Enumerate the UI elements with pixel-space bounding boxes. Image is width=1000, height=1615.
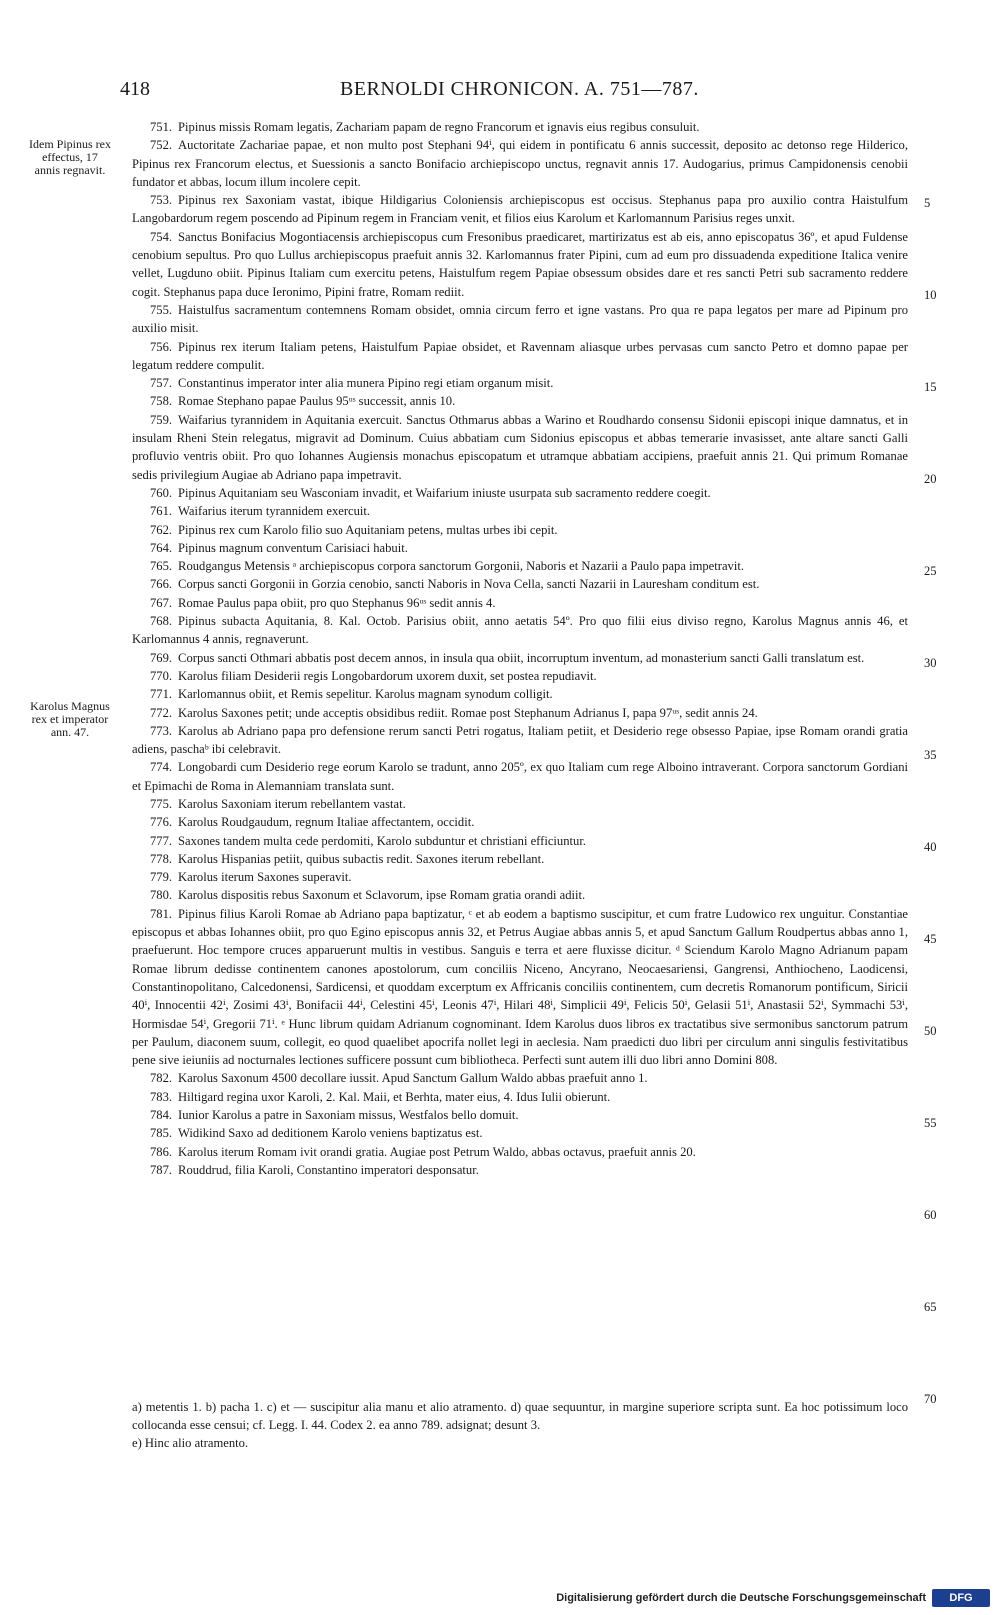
line-number: 25	[924, 564, 937, 578]
entry-text: Karolus ab Adriano papa pro defensione rerum sancti Petri rogatus, Italiam petiit, et Desiderio rege obsesso Papiae, ipse Romam orandi gratia adiens, paschaᵇ ibi celebravit.	[132, 723, 908, 757]
chronicle-entry	[132, 667, 908, 685]
chronicle-entry	[132, 813, 908, 831]
chronicle-entry	[132, 557, 908, 575]
line-number: 70	[924, 1392, 937, 1406]
entry-text: Hiltigard regina uxor Karoli, 2. Kal. Maii, et Berhta, mater eius, 4. Idus Iulii obierunt.	[178, 1089, 611, 1104]
entry-text: Corpus sancti Othmari abbatis post decem annos, in insula qua obiit, incorruptum inventum, ad monasterium sancti Galli translatum est.	[178, 650, 865, 665]
line-number: 35	[924, 748, 937, 762]
entry-text: Corpus sancti Gorgonii in Gorzia cenobio, sancti Naboris in Nova Cella, sancti Nazarii in Lauresham conditum est.	[178, 577, 760, 592]
chronicle-entry	[132, 1088, 908, 1106]
entry-year: 780.	[150, 888, 173, 903]
sidenote-karolus: Karolus Magnus rex et imperator ann. 47.	[30, 699, 110, 739]
entry-text: Romae Paulus papa obiit, pro quo Stephanus 96ᵘˢ sedit annis 4.	[178, 595, 496, 610]
footnotes	[132, 1398, 908, 1452]
line-number: 15	[924, 380, 937, 394]
chronicle-entry	[132, 191, 908, 228]
entry-year: 766.	[150, 577, 173, 592]
entry-year: 764.	[150, 540, 173, 555]
entry-text: Pipinus rex iterum Italiam petens, Haistulfum Papiae obsidet, et Ravennam aliasque urbes pervasas cum sancto Petro et domno papae per legatum reddere compulit.	[132, 339, 908, 372]
chronicle-entry	[132, 722, 908, 759]
chronicle-entry	[132, 338, 908, 375]
chronicle-entry	[132, 136, 908, 191]
chronicle-entry	[132, 484, 908, 502]
entry-year: 781.	[150, 906, 173, 921]
line-number: 50	[924, 1024, 937, 1038]
entry-text: Iunior Karolus a patre in Saxoniam missus, Westfalos bello domuit.	[178, 1108, 519, 1123]
entry-text: Karolus Saxoniam iterum rebellantem vastat.	[178, 796, 406, 811]
entry-text: Widikind Saxo ad deditionem Karolo veniens baptizatus est.	[178, 1126, 483, 1141]
entry-text: Pipinus subacta Aquitania, 8. Kal. Octob. Parisius obiit, anno aetatis 54º. Pro quo filii eius diviso regno, Karolus Magnus annis 46, et Karlomannus 4 annis, regnaverunt.	[132, 614, 908, 647]
entry-text: Waifarius tyrannidem in Aquitania exercuit. Sanctus Othmarus abbas a Warino et Roudhardo consensu Sidonii episcopi inique damnatus, et in insulam Rheni Stein relegatus, migravit ad Dominum. Cuius abbatiam cum Sidonius episcopus et abbas temerarie invasisset, ante altare sancti Galli profluvio ventris obiit. Pro quo Iohannes Augiensis monachus episcopatum et utramque abbatiam accipiens, praefuit annis 21. Qui primum Romanae sedis privilegium Augiae ab Adriano papa impetravit.	[132, 412, 908, 482]
entry-year: 768.	[150, 614, 173, 629]
chronicle-entry	[132, 539, 908, 557]
chronicle-entry	[132, 832, 908, 850]
entry-year: 759.	[150, 412, 173, 427]
entry-text: Pipinus filius Karoli Romae ab Adriano papa baptizatur, ᶜ et ab eodem a baptismo suscipitur, et cum fratre Ludowico rex unguitur. Constantiae episcopus et abbas Iohannes obiit, pro quo Egino episcopus annis 32, et Petrus Augiae abbas annis 5, et apud Sanctum Gallum Roudpertus abbas anno 1, praefuerunt. Hoc tempore cruces apparuerunt multis in vestibus. Sanguis e terra et aere fluxisse dicitur. ᵈ Sciendum Karolo Magno Adrianum papam Romae librum dedisse continentem canones apostolorum, cum conciliis Niceno, Ancyrano, Neocaesariensi, Gangrensi, Anthiocheno, Laodicensi, Constantinopolitano, Calcedonensi, Sardicensi, et quoddam excerptum ex Affricanis conciliis continentem, cum decretis Romanorum pontificum, Siricii 40ⁱ, Innocentii 42ⁱ, Zosimi 43ⁱ, Bonifacii 44ⁱ, Celestini 45ⁱ, Leonis 47ⁱ, Hilari 48ⁱ, Simplicii 49ⁱ, Felicis 50ⁱ, Gelasii 51ⁱ, Anastasii 52ⁱ, Symmachi 53ⁱ, Hormisdae 54ⁱ, Gregorii 71ⁱ. ᵉ Hunc librum quidam Adrianum cognominant. Idem Karolus duos libros ex tractatibus sive sermonibus sanctorum patrum per Paulum, diaconem suum, collegit, eo quod quaelibet apocrifa nollet legi in aeclesia. Nam praedicti duo libri per circulum anni singulis festivitatibus pene sive ieiuniis ad nocturnales lectiones sufficere possunt cum bibliotheca. Perfecti sunt autem illi duo libri anno Domini 808.	[132, 906, 908, 1068]
chronicle-entry	[132, 905, 908, 1070]
entry-text: Roudgangus Metensis ᵃ archiepiscopus corpora sanctorum Gorgonii, Naboris et Nazarii a Paulo papa impetravit.	[178, 559, 744, 574]
chronicle-entry	[132, 411, 908, 484]
chronicle-entry	[132, 374, 908, 392]
entry-year: 771.	[150, 687, 173, 702]
chronicle-entry	[132, 1069, 908, 1087]
entry-text: Haistulfus sacramentum contemnens Romam obsidet, omnia circum ferro et igne vastans. Pro qua re papa legatos per mare ad Pipinum pro auxilio misit.	[132, 302, 908, 336]
entry-year: 757.	[150, 376, 173, 391]
chronicle-entry	[132, 1143, 908, 1161]
chronicle-entry	[132, 612, 908, 649]
entry-year: 758.	[150, 394, 173, 409]
chronicle-entry	[132, 795, 908, 813]
chronicle-entry	[132, 301, 908, 338]
digitization-credit: Digitalisierung gefördert durch die Deutsche Forschungsgemeinschaft	[556, 1592, 926, 1604]
entry-year: 772.	[150, 705, 173, 720]
chronicle-entry	[132, 594, 908, 612]
chronicle-entry	[132, 886, 908, 904]
entry-year: 762.	[150, 522, 173, 537]
entry-text: Pipinus rex Saxoniam vastat, ibique Hildigarius Coloniensis archiepiscopus est occisus. Stephanus papa pro auxilio contra Haistulfum Langobardorum regem poscendo ad Pipinum regem in Franciam venit, et filios eius Karolum et Karlomannum Parisius reges unxit.	[132, 193, 908, 226]
entry-text: Saxones tandem multa cede perdomiti, Karolo subduntur et christiani efficiuntur.	[178, 833, 586, 848]
chronicle-entry	[132, 575, 908, 593]
entry-text: Auctoritate Zachariae papae, et non multo post Stephani 94ⁱ, qui eidem in pontificatu 6 annis successit, deposito ac detonso rege Hilderico, Pipinus rex Francorum electus, et Suessionis a sancto Bonifacio archiepiscopo unctus, regnavit annis 17. Audogarius, primus Campidonensis cenobii fundator et abbas, locum illum incolere cepit.	[132, 138, 908, 189]
entry-text: Karolus dispositis rebus Saxonum et Sclavorum, ipse Romam gratia orandi adiit.	[178, 888, 586, 903]
entry-text: Karolus Saxones petit; unde acceptis obsidibus rediit. Romae post Stephanum Adrianus I, papa 97ᵘˢ, sedit annis 24.	[178, 705, 758, 720]
dfg-logo: DFG	[932, 1589, 990, 1607]
entry-text: Romae Stephano papae Paulus 95ᵘˢ successit, annis 10.	[178, 394, 456, 409]
entry-year: 752.	[150, 138, 173, 153]
entry-text: Rouddrud, filia Karoli, Constantino imperatori desponsatur.	[178, 1162, 479, 1177]
entry-year: 770.	[150, 668, 173, 683]
entry-year: 784.	[150, 1108, 173, 1123]
chronicle-entry	[132, 1106, 908, 1124]
chronicle-entry	[132, 685, 908, 703]
line-number: 65	[924, 1300, 937, 1314]
entry-text: Pipinus rex cum Karolo filio suo Aquitaniam petens, multas urbes ibi cepit.	[178, 522, 558, 537]
entry-year: 785.	[150, 1126, 173, 1141]
line-number: 60	[924, 1208, 937, 1222]
entry-year: 773.	[150, 723, 173, 738]
entry-text: Constantinus imperator inter alia munera Pipino regi etiam organum misit.	[178, 376, 554, 391]
footnote: e) Hinc alio atramento.	[132, 1436, 249, 1450]
entry-text: Karolus Roudgaudum, regnum Italiae affectantem, occidit.	[178, 815, 475, 830]
chronicle-body	[132, 118, 908, 1179]
line-number: 45	[924, 932, 937, 946]
entry-year: 756.	[150, 339, 173, 354]
chronicle-entry	[132, 649, 908, 667]
entry-year: 760.	[150, 485, 173, 500]
chronicle-entry	[132, 758, 908, 795]
entry-text: Karolus iterum Saxones superavit.	[178, 870, 352, 885]
entry-text: Karolus Hispanias petiit, quibus subactis redit. Saxones iterum rebellant.	[178, 851, 545, 866]
entry-year: 765.	[150, 559, 173, 574]
entry-year: 778.	[150, 851, 173, 866]
chronicle-entry	[132, 228, 908, 301]
entry-year: 761.	[150, 504, 173, 519]
entry-text: Karlomannus obiit, et Remis sepelitur. Karolus magnam synodum colligit.	[178, 687, 553, 702]
entry-year: 787.	[150, 1162, 173, 1177]
entry-text: Karolus iterum Romam ivit orandi gratia. Augiae post Petrum Waldo, abbas octavus, praefuit annis 20.	[178, 1144, 696, 1159]
entry-text: Pipinus missis Romam legatis, Zachariam papam de regno Francorum et ignavis eius regibus consuluit.	[178, 120, 700, 134]
line-number: 20	[924, 472, 937, 486]
entry-text: Karolus Saxonum 4500 decollare iussit. Apud Sanctum Gallum Waldo abbas praefuit anno 1.	[178, 1071, 648, 1086]
chronicle-entry	[132, 392, 908, 410]
line-number: 30	[924, 656, 937, 670]
entry-text: Longobardi cum Desiderio rege eorum Karolo se tradunt, anno 205º, ex quo Italiam cum rege Alboino intraverant. Corpora sanctorum Gordiani et Epimachi de Roma in Alemanniam translata sunt.	[132, 760, 908, 793]
line-number: 5	[924, 196, 931, 210]
entry-year: 755.	[150, 302, 173, 317]
entry-text: Sanctus Bonifacius Mogontiacensis archiepiscopus cum Fresonibus praedicaret, martirizatus est ab eis, anno episcopatus 36º, et apud Fuldense cenobium sepultus. Pro quo Lullus archiepiscopus praefuit annis 32. Karlomannus frater Pipini, cum ad eum pro dissuadenda expeditione Italica venire vellet, Lugduno obiit. Pipinus Italiam cum exercitu petens, Haistulfum regem Papiae obsessum obsides dare et res sancti Petri sub sacramento reddere cogit. Stephanus papa duce Ieronimo, Pipini fratre, Romam rediit.	[132, 229, 908, 299]
entry-year: 753.	[150, 193, 173, 208]
chronicle-entry	[132, 521, 908, 539]
entry-year: 769.	[150, 650, 173, 665]
entry-year: 775.	[150, 796, 173, 811]
entry-text: Pipinus Aquitaniam seu Wasconiam invadit, et Waifarium iniuste usurpata sub sacramento reddere coegit.	[178, 485, 711, 500]
entry-year: 767.	[150, 595, 173, 610]
entry-year: 786.	[150, 1144, 173, 1159]
footnote: a) metentis 1. b) pacha 1. c) et — suscipitur alia manu et alio atramento. d) quae sequuntur, in margine superiore scripta sunt. Ea hoc potissimum loco collocanda esse censui; cf. Legg. I. 44. Codex 2. ea anno 789. adsignat; desunt 3.	[132, 1400, 908, 1432]
line-number: 40	[924, 840, 937, 854]
chronicle-entry	[132, 868, 908, 886]
line-number: 10	[924, 288, 937, 302]
entry-text: Waifarius iterum tyrannidem exercuit.	[178, 504, 371, 519]
chronicle-entry	[132, 850, 908, 868]
entry-year: 751.	[150, 120, 173, 134]
entry-year: 776.	[150, 815, 173, 830]
entry-year: 782.	[150, 1071, 173, 1086]
chronicle-entry	[132, 1124, 908, 1142]
chronicle-entry	[132, 502, 908, 520]
entry-year: 774.	[150, 760, 173, 775]
running-title: BERNOLDI CHRONICON. A. 751—787.	[340, 78, 699, 100]
chronicle-entry	[132, 704, 908, 722]
chronicle-entry	[132, 118, 908, 136]
sidenote-pipinus: Idem Pipinus rex effectus, 17 annis regnavit.	[29, 137, 111, 177]
entry-year: 779.	[150, 870, 173, 885]
entry-text: Pipinus magnum conventum Carisiaci habuit.	[178, 540, 408, 555]
chronicle-entry	[132, 1161, 908, 1179]
entry-year: 783.	[150, 1089, 173, 1104]
line-number: 55	[924, 1116, 937, 1130]
entry-year: 777.	[150, 833, 173, 848]
entry-text: Karolus filiam Desiderii regis Longobardorum uxorem duxit, set postea repudiavit.	[178, 668, 597, 683]
entry-year: 754.	[150, 229, 173, 244]
page-number: 418	[120, 78, 150, 100]
